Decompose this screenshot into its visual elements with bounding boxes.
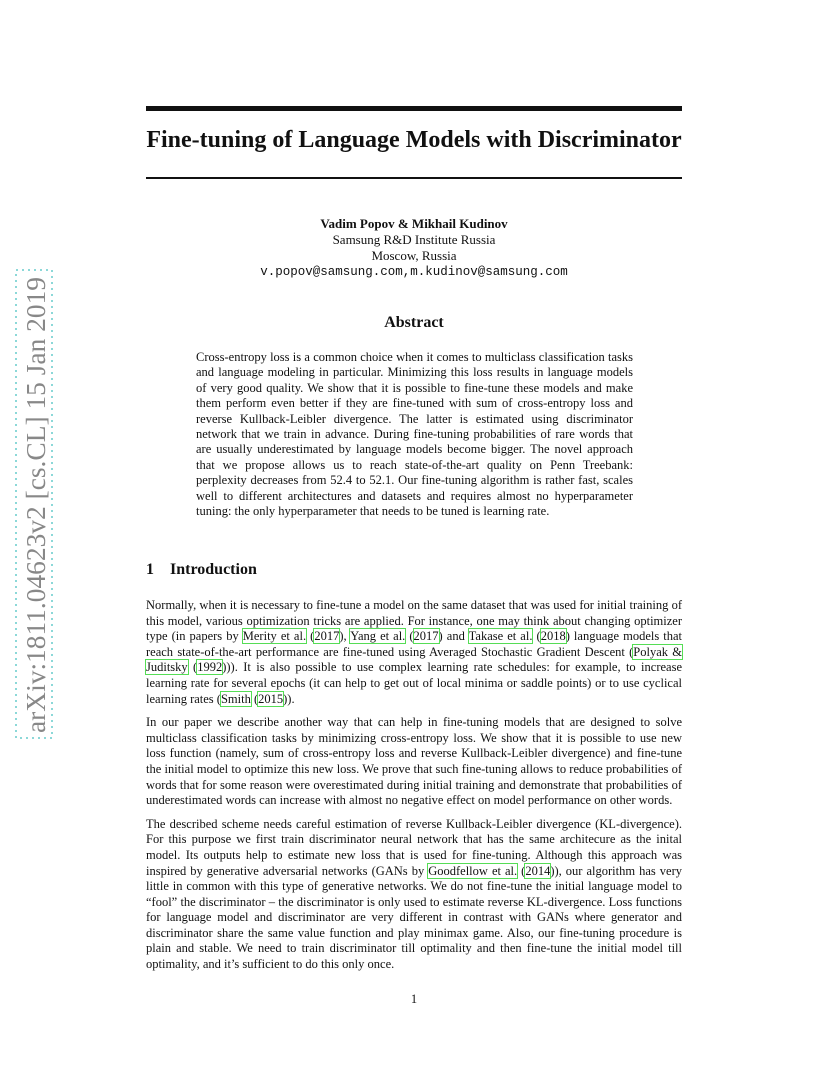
paragraph [146, 817, 682, 973]
citation-link[interactable]: Merity et al. [242, 629, 307, 644]
text-run: ( [532, 629, 541, 644]
author-block [146, 216, 682, 280]
citation-link[interactable]: Polyak & Juditsky [146, 644, 683, 675]
text-run: )). [283, 691, 295, 706]
text-run: ( [405, 629, 414, 644]
author-location: Moscow, Russia [371, 248, 457, 263]
section-title: Introduction [170, 561, 257, 578]
text-run: The described scheme needs careful estimation of reverse Kullback-Leibler divergence (KL-divergence). For this purpose we first train discriminator neural network that has the same architecure as the inital model. Its outputs help to estimate new loss that is used for fine-tuning. Although this approach was inspired by generative adversarial networks (GANs by [146, 816, 682, 878]
title-bottom-rule [146, 177, 682, 179]
text-run: ), [339, 629, 351, 644]
arxiv-stamp-text: arXiv:1811.04623v2 [cs.CL] 15 Jan 2019 [21, 284, 51, 733]
citation-link[interactable]: Goodfellow et al. [428, 863, 518, 878]
abstract-heading: Abstract [384, 314, 444, 331]
text-run: Normally, when it is necessary to fine-tune a model on the same dataset that was used for initial training of this model, various optimization tricks are applied. For instance, one may think about changing optimizer type (in papers by [146, 598, 682, 644]
citation-year-link[interactable]: 2014 [525, 863, 551, 878]
abstract-text: Cross-entropy loss is a common choice when it comes to multiclass classification tasks and language modeling in particular. Minimizing this loss results in language models of very good quality. We show that it is possible to fine-tune these models and make them perform even better if they are fine-tuned with sum of cross-entropy loss and reverse Kullback-Leibler divergence. The latter is estimated using discriminator network that we train in advance. During fine-tuning probabilities of rare words that are usually underestimated by language models become bigger. The novel approach that we propose allows us to reach state-of-the-art quality on Penn Treebank: perplexity decreases from 52.4 to 52.1. Our fine-tuning algorithm is rather fast, scales well to different architectures and datasets and requires almost no hyperparameter tuning: the only hyperparameter that needs to be tuned is learning rate. [196, 350, 633, 519]
section-number: 1 [146, 561, 154, 578]
citation-year-link[interactable]: 2017 [314, 629, 340, 644]
paragraph [146, 598, 682, 707]
citation-link[interactable]: Takase et al. [468, 629, 533, 644]
section-heading [146, 561, 257, 579]
paragraph: In our paper we describe another way that can help in fine-tuning models that are designed to solve multiclass classification tasks by minimizing cross-entropy loss. We show that it is possible to use new loss function (namely, sum of cross-entropy loss and reverse Kullback-Leibler divergence) and fine-tune the initial model to optimize this new loss. We prove that such fine-tuning allows to reduce probabilities of words that for some reason were overestimated during initial training and demonstrate that probabilities of underestimated words can increase with almost no negative effect on model performance on other words. [146, 715, 682, 808]
text-run: ( [306, 629, 315, 644]
text-run: ) language models that reach state-of-the-art performance are fine-tuned using Averaged Stochastic Gradient Descent ( [146, 629, 683, 659]
text-run: ( [250, 691, 259, 706]
citation-year-link[interactable]: 2017 [413, 629, 439, 644]
arxiv-stamp [14, 268, 54, 740]
text-run: ))). It is also possible to use complex learning rate schedules: for example, to increase learning rate for several epochs (it can help to get out of local minima or saddle points) or to use cyclical learning rates ( [146, 660, 682, 706]
text-run: )), our algorithm has very little in common with this type of generative networks. We do not fine-tune the initial language model to “fool” the discriminator – the discriminator is only used to estimate reverse KL-divergence. Loss functions for language model and discriminator are very different in contrast with GANs where generator and discriminator share the same value function and play minimax game. Also, our fine-tuning procedure is plain and stable. We need to train discriminator till optimality and then fine-tune the initial model till optimality, and it’s sufficient to do this only once. [146, 863, 682, 972]
citation-link[interactable]: Smith [220, 691, 251, 706]
text-run: ) and [438, 629, 469, 644]
citation-year-link[interactable]: 2018 [540, 629, 566, 644]
citation-year-link[interactable]: 1992 [197, 660, 223, 675]
author-affiliation: Samsung R&D Institute Russia [332, 232, 496, 247]
text-run: ( [187, 660, 198, 675]
citation-year-link[interactable]: 2015 [258, 691, 284, 706]
citation-link[interactable]: Yang et al. [350, 629, 406, 644]
paper-title: Fine-tuning of Language Models with Discriminator [146, 127, 682, 153]
author-names: Vadim Popov & Mikhail Kudinov [320, 216, 508, 231]
page-number: 1 [410, 992, 418, 1006]
introduction-body [146, 598, 682, 981]
title-top-rule [146, 106, 682, 111]
author-emails: v.popov@samsung.com,m.kudinov@samsung.com [260, 265, 568, 279]
text-run: ( [517, 863, 526, 878]
